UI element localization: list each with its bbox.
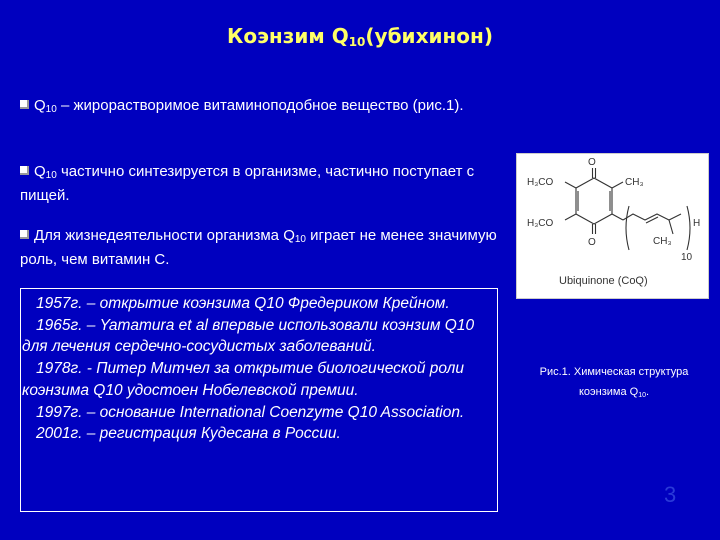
title-main: Коэнзим Q xyxy=(226,24,349,48)
compound-name-label: Ubiquinone (CoQ) xyxy=(559,275,648,287)
methoxy-top-label: H₃CO xyxy=(527,177,554,188)
bullet-1-pre: Q xyxy=(34,97,46,114)
bullet-3-pre: Для жизнедеятельности организма Q xyxy=(34,227,295,244)
bullet-3-text: играет не менее значимую роль, чем витамин С. xyxy=(20,227,497,268)
bullet-1-sub: 10 xyxy=(45,104,57,115)
history-item: 1965г. – Yamamura et al впервые использовали коэнзим Q10 для лечения сердечно-сосудистых заболеваний. xyxy=(22,316,475,356)
caption-line-2-text: коэнзима Q xyxy=(578,386,639,398)
caption-line-2 xyxy=(508,382,720,406)
history-item: 1978г. - Питер Митчел за открытие биологической роли коэнзима Q10 удостоен Нобелевской премии. xyxy=(22,360,465,399)
ubiquinone-structure-drawing xyxy=(517,154,708,298)
history-item: 1997г. – основание International Coenzyme Q10 Association. xyxy=(36,403,465,421)
quinone-ring xyxy=(565,168,623,234)
bullet-2-text: частично синтезируется в организме, частично поступает с пищей. xyxy=(20,163,475,204)
caption-line-2-sub: 10 xyxy=(638,392,646,399)
methoxy-bottom-label: H₃CO xyxy=(527,218,554,229)
history-item: 2001г. – регистрация Кудесана в России. xyxy=(36,425,341,443)
bullet-icon xyxy=(20,230,29,239)
title-rest: (убихинон) xyxy=(365,24,493,48)
slide-title xyxy=(0,24,720,49)
history-item: 1957г. – открытие коэнзима Q10 Фредериком Крейном. xyxy=(36,295,450,312)
bullet-2-sub: 10 xyxy=(45,170,57,181)
bullet-3-sub: 10 xyxy=(294,234,306,245)
bullet-2-pre: Q xyxy=(34,163,46,180)
repeat-count-label: 10 xyxy=(681,252,693,263)
bullet-icon xyxy=(20,166,29,175)
caption-line-1: Рис.1. Химическая структура xyxy=(539,366,689,378)
bullet-item-1 xyxy=(20,96,500,120)
oxygen-top-label: O xyxy=(588,157,596,168)
title-subscript: 10 xyxy=(348,35,366,49)
bullet-1-text: – жирорастворимое витаминоподобное вещество (рис.1). xyxy=(56,97,464,114)
bullet-item-3 xyxy=(20,226,500,270)
ubiquinone-structure-figure xyxy=(516,153,709,299)
history-box xyxy=(20,288,498,512)
bullet-item-2 xyxy=(20,162,500,206)
bullet-icon xyxy=(20,100,29,109)
methyl-chain-label: CH₃ xyxy=(653,236,672,247)
oxygen-bottom-label: O xyxy=(588,237,596,248)
methyl-ring-label: CH₃ xyxy=(625,177,644,188)
hydrogen-label: H xyxy=(693,218,701,229)
page-number: 3 xyxy=(664,482,677,507)
caption-line-2-end: . xyxy=(645,386,650,398)
figure-caption xyxy=(508,362,720,406)
